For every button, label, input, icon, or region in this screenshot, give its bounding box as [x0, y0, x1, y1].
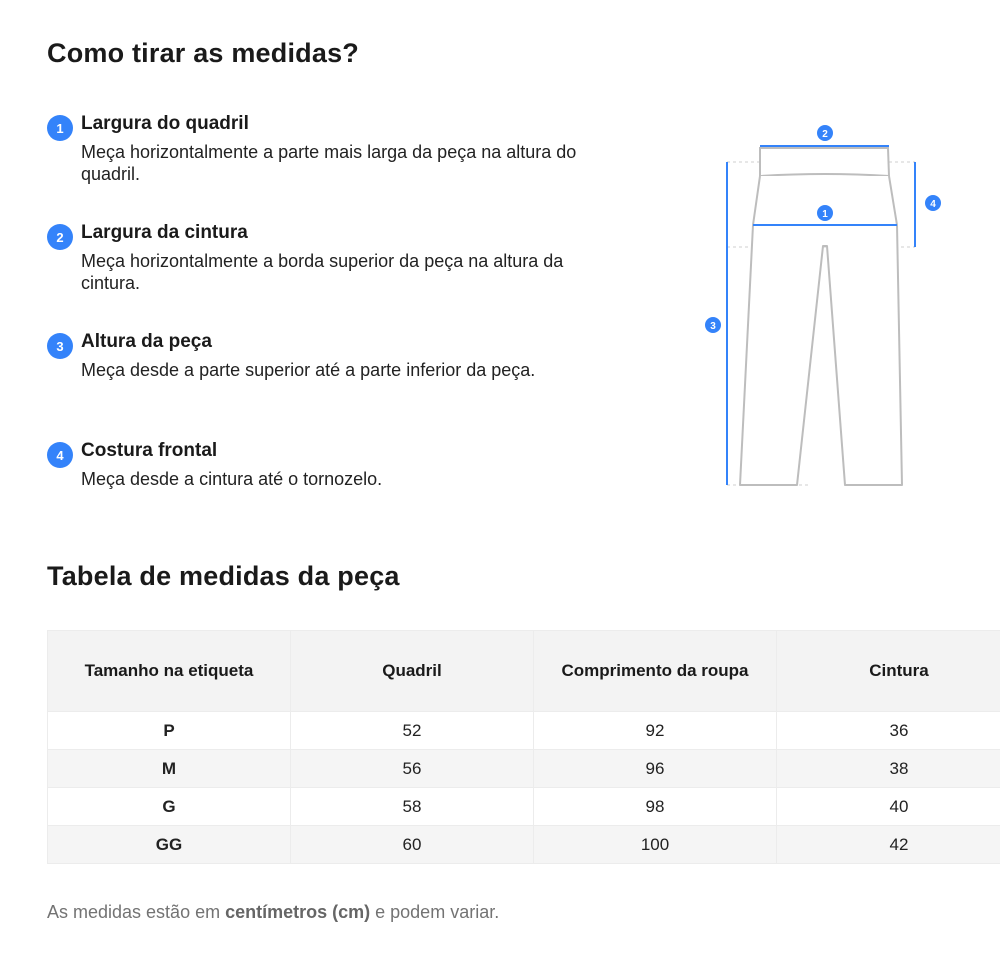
- waist-cell: 40: [777, 788, 1000, 826]
- svg-text:4: 4: [930, 199, 936, 210]
- hip-cell: 56: [291, 750, 534, 788]
- size-cell: G: [48, 788, 291, 826]
- step-title: Largura da cintura: [81, 222, 248, 243]
- column-header-size: Tamanho na etiqueta: [48, 631, 291, 712]
- units-note-prefix: As medidas estão em: [47, 902, 226, 922]
- step-number-badge: 2: [47, 224, 73, 250]
- size-table: [47, 630, 1000, 864]
- pants-measurement-diagram: [690, 110, 960, 500]
- units-note-bold: centímetros (cm): [225, 902, 371, 922]
- hip-cell: 52: [291, 712, 534, 750]
- marker-height: [705, 317, 721, 333]
- step-number-badge: 1: [47, 115, 73, 141]
- step-title: Costura frontal: [81, 440, 218, 461]
- waist-cell: 38: [777, 750, 1000, 788]
- step-description: Meça horizontalmente a parte mais larga da peça na altura do quadril.: [81, 142, 577, 184]
- hip-cell: 60: [291, 826, 534, 864]
- length-cell: 92: [534, 712, 777, 750]
- step-description: Meça horizontalmente a borda superior da peça na altura da cintura.: [81, 251, 564, 293]
- length-cell: 100: [534, 826, 777, 864]
- svg-text:1: 1: [822, 209, 828, 220]
- marker-waist: [817, 125, 833, 141]
- units-note-suffix: e podem variar.: [370, 902, 500, 922]
- waistband-outline: [760, 148, 889, 176]
- units-note: [47, 902, 499, 923]
- size-cell: P: [48, 712, 291, 750]
- hip-cell: 58: [291, 788, 534, 826]
- step-number-badge: 4: [47, 442, 73, 468]
- step-description: Meça desde a cintura até o tornozelo.: [81, 469, 383, 489]
- step-number-badge: 3: [47, 333, 73, 359]
- size-cell: GG: [48, 826, 291, 864]
- column-header-length: Comprimento da roupa: [534, 631, 777, 712]
- table-row: [48, 826, 1000, 864]
- waist-cell: 36: [777, 712, 1000, 750]
- table-row: [48, 750, 1000, 788]
- pants-outline: [740, 176, 902, 485]
- svg-text:2: 2: [822, 129, 828, 140]
- step-description: Meça desde a parte superior até a parte inferior da peça.: [81, 360, 536, 380]
- column-header-hip: Quadril: [291, 631, 534, 712]
- marker-hip: [817, 205, 833, 221]
- svg-text:3: 3: [710, 321, 716, 332]
- step-title: Largura do quadril: [81, 113, 249, 134]
- column-header-waist: Cintura: [777, 631, 1000, 712]
- marker-front-seam: [925, 195, 941, 211]
- length-cell: 96: [534, 750, 777, 788]
- table-row: [48, 788, 1000, 826]
- pants-illustration: [690, 110, 960, 500]
- size-table-title: Tabela de medidas da peça: [47, 561, 400, 591]
- page-title: Como tirar as medidas?: [47, 38, 359, 68]
- waist-cell: 42: [777, 826, 1000, 864]
- length-cell: 98: [534, 788, 777, 826]
- step-title: Altura da peça: [81, 331, 212, 352]
- table-row: [48, 712, 1000, 750]
- table-header-row: [48, 631, 1000, 712]
- size-cell: M: [48, 750, 291, 788]
